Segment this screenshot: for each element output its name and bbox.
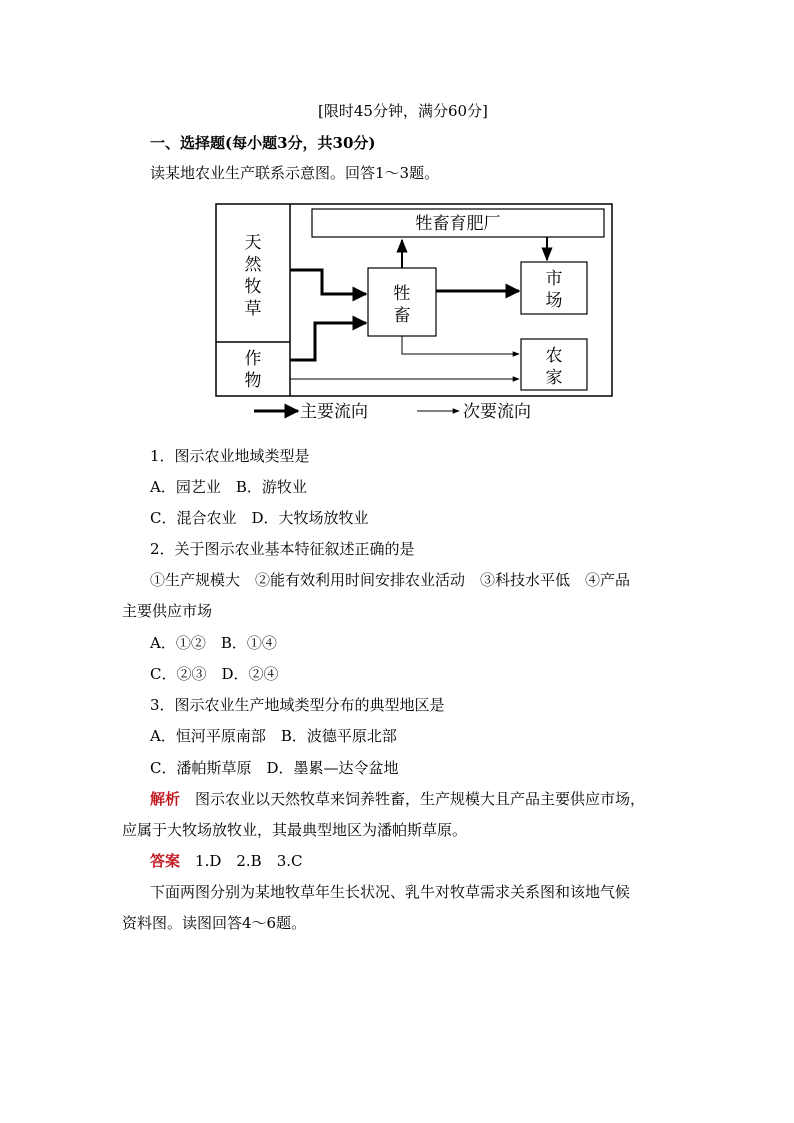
- livestock-label: 牲: [393, 284, 411, 304]
- pasture-label: 天: [244, 233, 262, 253]
- farm-label: 农: [545, 346, 563, 366]
- section-intro: 读某地农业生产联系示意图。回答1～3题。: [150, 164, 440, 182]
- q3-options-cd: C．潘帕斯草原 D．墨累—达令盆地: [150, 759, 399, 777]
- answer-label: 答案: [150, 852, 181, 870]
- pasture-label: 牧: [244, 277, 262, 297]
- q3-options-ab: A．恒河平原南部 B．波德平原北部: [150, 727, 397, 745]
- fattening-factory-label: 牲畜育肥厂: [415, 214, 501, 234]
- section-title: 一、选择题(每小题3分，共30分): [150, 134, 376, 152]
- q1-options-cd: C．混合农业 D．大牧场放牧业: [150, 509, 369, 527]
- q1-options-ab: A．园艺业 B．游牧业: [150, 478, 307, 496]
- legend-minor-label: 次要流向: [463, 402, 531, 422]
- next-intro-line-1: 下面两图分别为某地牧草年生长状况、乳牛对牧草需求关系图和该地气候: [150, 883, 631, 901]
- legend-main-label: 主要流向: [300, 402, 368, 422]
- livestock-to-farm-arrow: [402, 336, 519, 354]
- analysis-label: 解析: [150, 790, 181, 808]
- q2-statements: ①生产规模大 ②能有效利用时间安排农业活动 ③科技水平低 ④产品: [150, 571, 631, 589]
- market-label: 市: [545, 269, 563, 289]
- market-label: 场: [545, 291, 563, 311]
- analysis-text: 图示农业以天然牧草来饲养牲畜，生产规模大且产品主要供应市场，: [195, 790, 646, 808]
- crops-to-livestock-arrow: [290, 323, 366, 360]
- q2-options-ab: A．①② B．①④: [150, 634, 277, 652]
- q2-stem: 2．关于图示农业基本特征叙述正确的是: [150, 540, 415, 558]
- answer-text: 1.D 2.B 3.C: [195, 852, 303, 870]
- q1-stem: 1．图示农业地域类型是: [150, 447, 310, 465]
- livestock-label: 畜: [393, 306, 411, 326]
- time-limit: [限时45分钟，满分60分]: [318, 102, 488, 120]
- q2-statements-cont: 主要供应市场: [122, 602, 213, 620]
- pasture-label: 草: [244, 299, 262, 319]
- pasture-label: 然: [244, 255, 262, 275]
- next-intro-line-2: 资料图。读图回答4～6题。: [122, 914, 307, 932]
- q3-stem: 3．图示农业生产地域类型分布的典型地区是: [150, 696, 445, 714]
- analysis-line-1: [150, 789, 645, 809]
- q2-options-cd: C．②③ D．②④: [150, 665, 279, 683]
- analysis-line-2: 应属于大牧场放牧业，其最典型地区为潘帕斯草原。: [122, 821, 468, 839]
- agriculture-flow-diagram: [210, 198, 620, 428]
- crops-label: 物: [244, 371, 262, 391]
- crops-label: 作: [244, 349, 262, 369]
- answer-line: [150, 851, 303, 871]
- farm-label: 家: [545, 368, 563, 388]
- pasture-to-livestock-arrow: [290, 270, 366, 294]
